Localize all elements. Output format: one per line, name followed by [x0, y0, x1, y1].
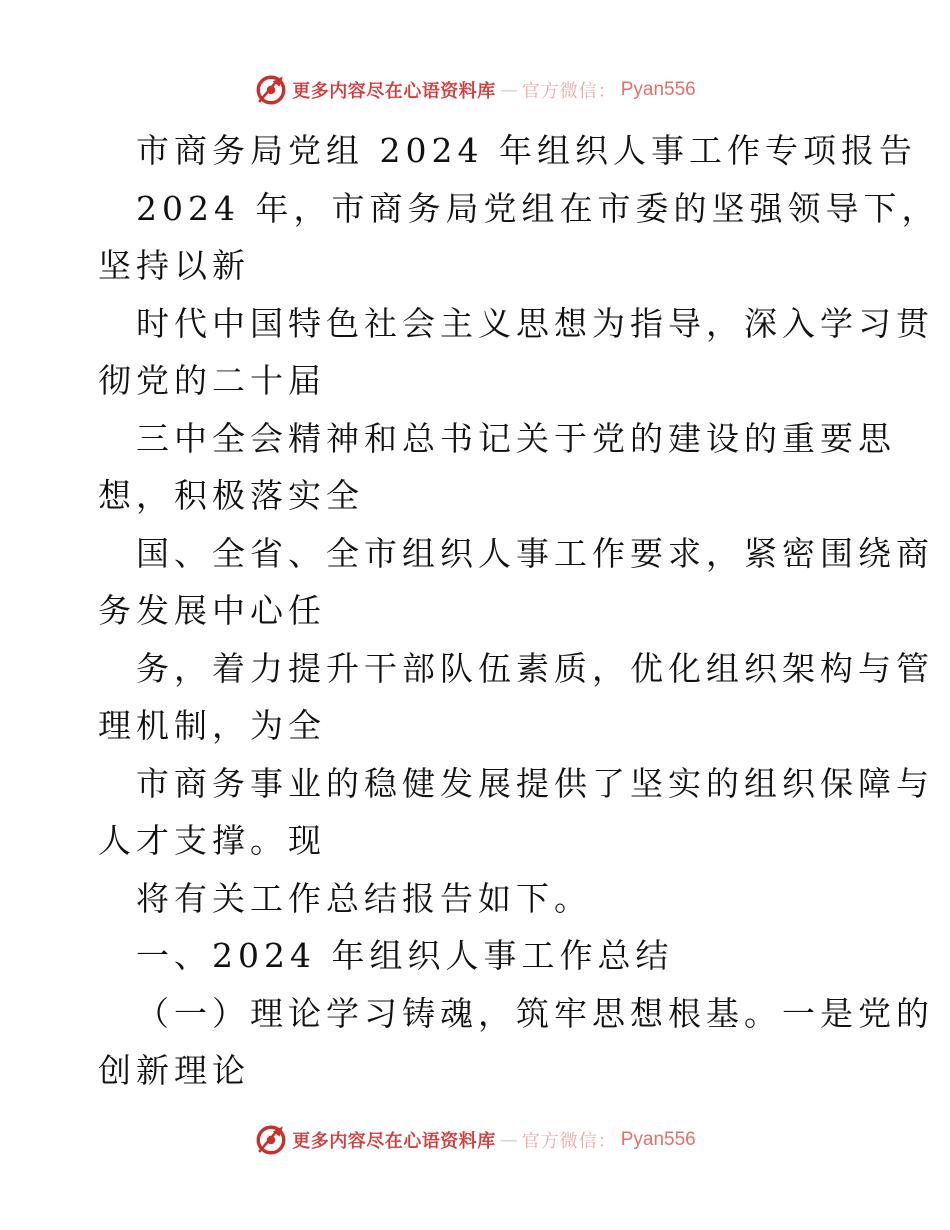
paragraph-line: 三中全会精神和总书记关于党的建设的重要思: [136, 418, 896, 458]
paragraph-line: 时代中国特色社会主义思想为指导，深入学习贯: [136, 303, 934, 343]
paragraph-line: 理机制，为全: [98, 706, 326, 745]
subsection-heading-line: （一）理论学习铸魂，筑牢思想根基。一是党的: [136, 993, 934, 1033]
paragraph-line: 务，着力提升干部队伍素质，优化组织架构与管: [136, 648, 934, 688]
paragraph-line: 务发展中心任: [98, 591, 326, 630]
banner-separator: —: [499, 1129, 518, 1151]
banner-wechat-id: Pyan556: [620, 79, 696, 100]
banner-separator: —: [499, 79, 518, 101]
section-heading-line: 一、2024 年组织人事工作总结: [136, 936, 674, 975]
paragraph-line: 2024 年，市商务局党组在市委的坚强领导下，: [136, 188, 940, 228]
paragraph-line: 人才支撑。现: [98, 821, 326, 860]
paragraph-line: 想，积极落实全: [98, 476, 364, 515]
banner-wechat-id: Pyan556: [620, 1129, 696, 1150]
footer-watermark-banner: [0, 1120, 950, 1160]
dharma-seal-logo-icon: [254, 1123, 288, 1157]
paragraph-line: 市商务事业的稳健发展提供了坚实的组织保障与: [136, 763, 934, 803]
banner-main-text: 更多内容尽在心语资料库: [292, 1131, 496, 1152]
paragraph-line: 将有关工作总结报告如下。: [136, 878, 592, 918]
paragraph-line: 创新理论: [98, 1051, 250, 1090]
document-title-line: 市商务局党组 2024 年组织人事工作专项报告: [136, 131, 917, 170]
banner-main-text: 更多内容尽在心语资料库: [292, 81, 496, 102]
banner-wechat-label: 官方微信：: [521, 81, 617, 102]
document-body: [98, 122, 940, 1100]
paragraph-line: 彻党的二十届: [98, 361, 326, 400]
header-watermark-banner: [0, 70, 950, 110]
dharma-seal-logo-icon: [254, 73, 288, 107]
paragraph-line: 国、全省、全市组织人事工作要求，紧密围绕商: [136, 533, 934, 573]
banner-wechat-label: 官方微信：: [521, 1131, 617, 1152]
paragraph-line: 坚持以新: [98, 246, 250, 285]
